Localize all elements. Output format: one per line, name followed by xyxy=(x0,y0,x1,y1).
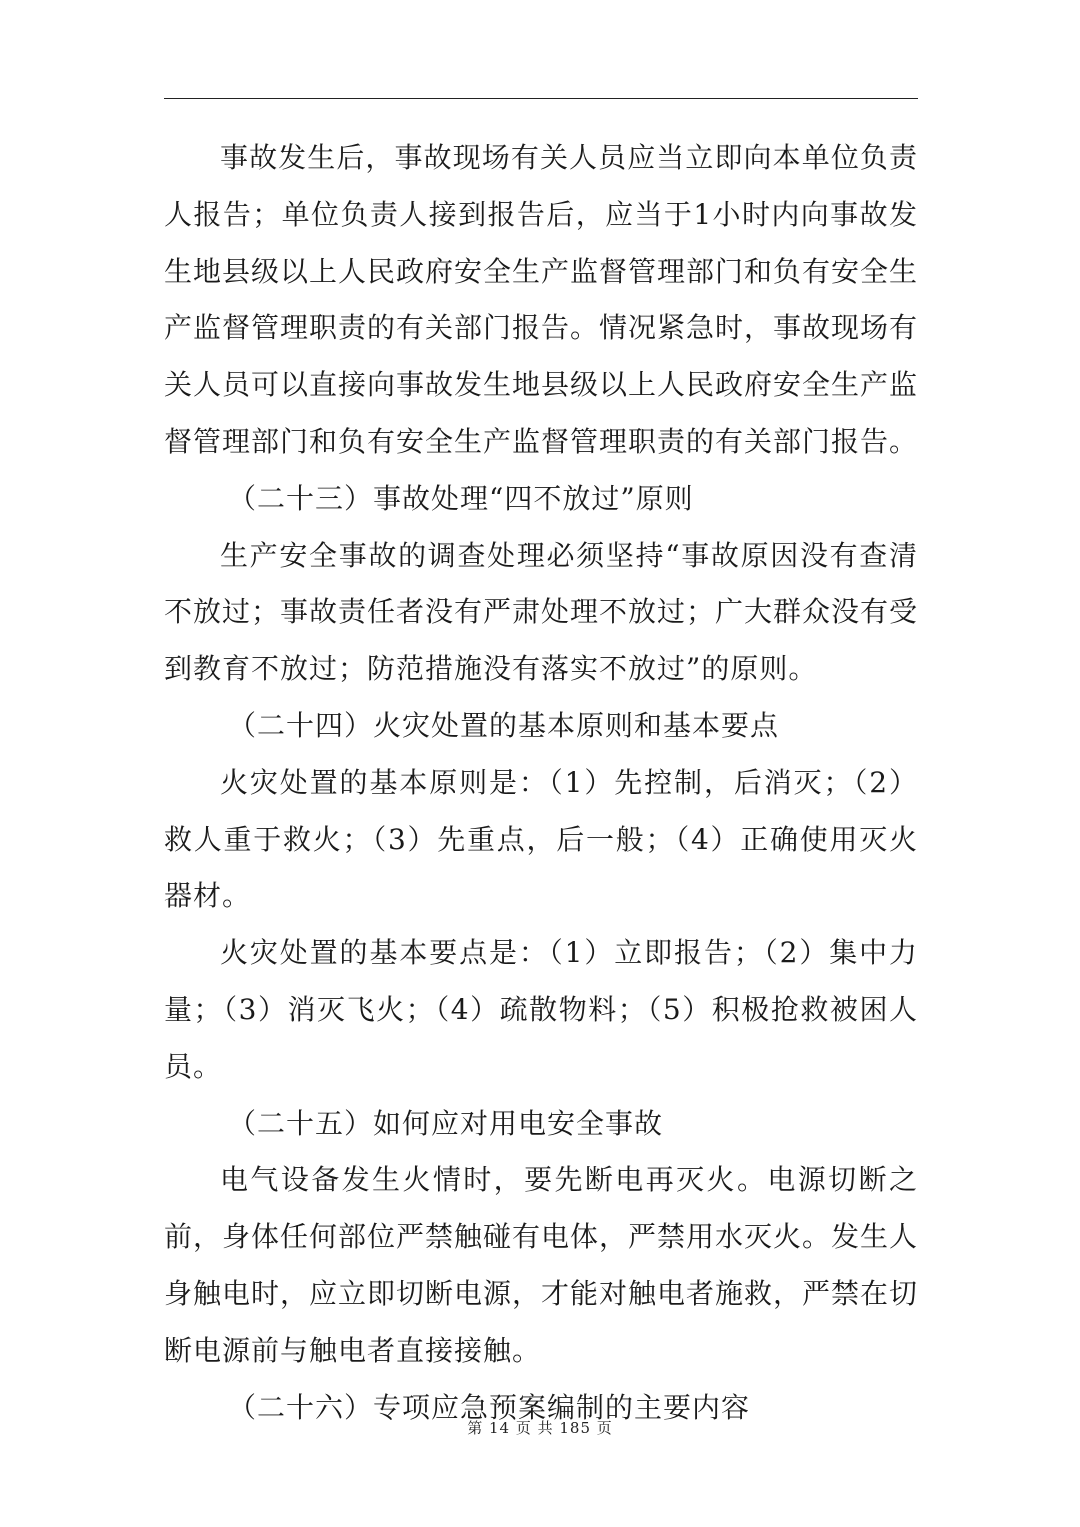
section-heading-23: （二十三）事故处理“四不放过”原则 xyxy=(228,481,694,515)
paragraph-fire-principles: 火灾处置的基本原则是：（1）先控制，后消灭；（2）救人重于救火；（3）先重点，后一般；（4）正确使用灭火器材。 xyxy=(164,765,918,913)
section-heading-26: （二十六）专项应急预案编制的主要内容 xyxy=(228,1390,751,1424)
paragraph-accident-reporting: 事故发生后，事故现场有关人员应当立即向本单位负责人报告；单位负责人接到报告后，应当于1小时内向事故发生地县级以上人民政府安全生产监督管理部门和负有安全生产监督管理职责的有关部门报告。情况紧急时，事故现场有关人员可以直接向事故发生地县级以上人民政府安全生产监督管理部门和负有安全生产监督管理职责的有关部门报告。 xyxy=(164,141,919,458)
section-heading-24: （二十四）火灾处置的基本原则和基本要点 xyxy=(228,708,780,742)
section-heading-25: （二十五）如何应对用电安全事故 xyxy=(228,1106,664,1140)
paragraph-fire-key-points: 火灾处置的基本要点是：（1）立即报告；（2）集中力量；（3）消灭飞火；（4）疏散物料；（5）积极抢救被困人员。 xyxy=(164,936,918,1083)
paragraph-electrical-safety: 电气设备发生火情时，要先断电再灭火。电源切断之前，身体任何部位严禁触碰有电体，严禁用水灭火。发生人身触电时，应立即切断电源，才能对触电者施救，严禁在切断电源前与触电者直接接触。 xyxy=(164,1163,919,1367)
header-rule xyxy=(164,98,918,99)
document-body xyxy=(164,130,918,1436)
paragraph-four-no-pass: 生产安全事故的调查处理必须坚持“事故原因没有查清不放过；事故责任者没有严肃处理不放过；广大群众没有受到教育不放过；防范措施没有落实不放过”的原则。 xyxy=(164,538,919,686)
page-number-footer: 第 14 页 共 185 页 xyxy=(467,1419,613,1437)
